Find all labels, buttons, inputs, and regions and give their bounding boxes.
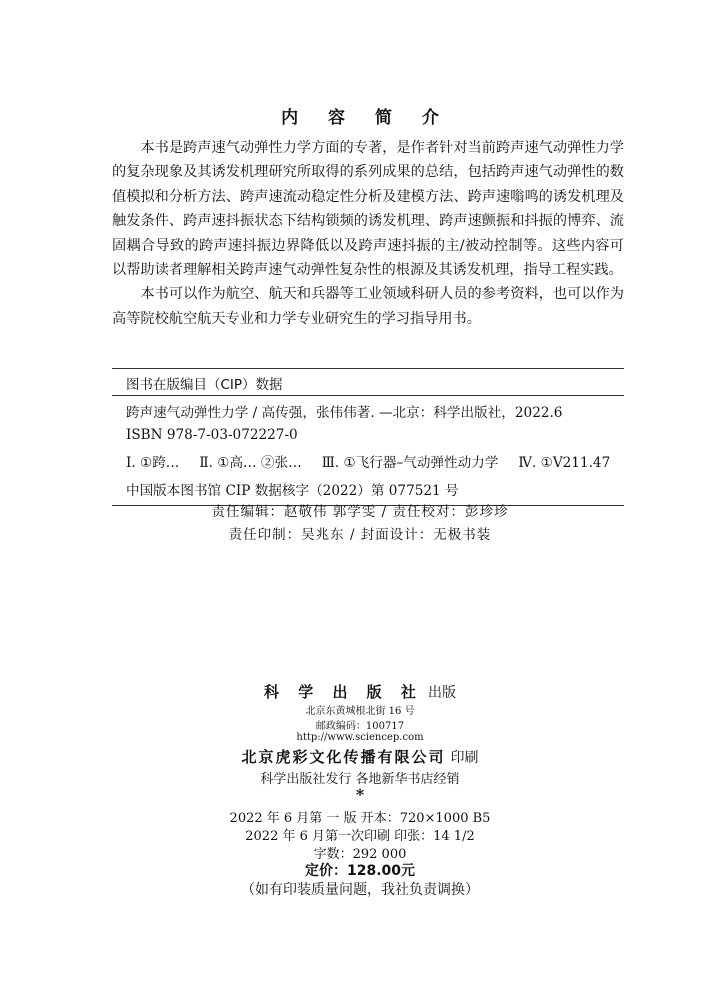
intro-section [112, 136, 624, 331]
publisher-address: 北京东黄城根北街 16 号 [305, 706, 415, 717]
cip-record: 跨声速气动弹性力学 / 高传强，张伟伟著. —北京：科学出版社，2022.6 [126, 405, 563, 421]
cip-class-4: Ⅳ. ①V211.47 [518, 455, 611, 471]
price-line: 定价：128.00元 [304, 863, 416, 879]
staff-line-1: 责任编辑：赵敬伟 郭学雯 / 责任校对：彭珍珍 [211, 504, 509, 520]
printer-suffix: 印刷 [450, 750, 479, 766]
page-title: 内 容 简 介 [281, 108, 451, 128]
cip-isbn: ISBN 978-7-03-072227-0 [126, 427, 298, 443]
separator-star: * [355, 785, 365, 804]
intro-paragraph-1: 本书是跨声速气动弹性力学方面的专著，是作者针对当前跨声速气动弹性力学的复杂现象及其诱发机理研究所取得的系列成果的总结，包括跨声速气动弹性的数值模拟和分析方法、跨声速流动稳定性分析及建模方法、跨声速嗡鸣的诱发机理及触发条件、跨声速抖振状态下结构锁频的诱发机理、跨声速颤振和抖振的博弈、流固耦合导致的跨声速抖振边界降低以及跨声速抖振的主/被动控制等。这些内容可以帮助读者理解相关跨声速气动弹性复杂性的根源及其诱发机理，指导工程实践。 [112, 140, 624, 279]
distribution-line: 科学出版社发行 各地新华书店经销 [260, 772, 460, 787]
cip-classification [112, 452, 624, 474]
publisher-name: 科 学 出 版 社 [264, 683, 423, 701]
publisher-line [0, 681, 720, 702]
edition-line: 2022 年 6 月第 一 版 开本：720×1000 B5 [229, 811, 491, 826]
printer-name: 北京虎彩文化传播有限公司 [241, 748, 446, 766]
cip-class-3: Ⅲ. ①飞行器–气动弹性动力学 [321, 455, 499, 471]
cip-heading: 图书在版编目（CIP）数据 [126, 377, 283, 393]
printer-line [0, 746, 720, 767]
printing-line: 2022 年 6 月第一次印刷 印张：14 1/2 [245, 829, 475, 844]
wordcount-line: 字数：292 000 [313, 847, 407, 862]
quality-note: （如有印装质量问题，我社负责调换） [241, 882, 479, 898]
cip-class-1: Ⅰ. ①跨… [126, 455, 180, 471]
cip-verify: 中国版本图书馆 CIP 数据核字（2022）第 077521 号 [126, 483, 459, 499]
publisher-url: http://www.sciencep.com [296, 732, 424, 743]
staff-line-2: 责任印制：吴兆东 / 封面设计：无极书装 [228, 527, 492, 543]
publisher-suffix: 出版 [427, 685, 456, 701]
publisher-postcode: 邮政编码：100717 [315, 721, 405, 732]
cip-class-2: Ⅱ. ①高… ②张… [199, 455, 302, 471]
cip-block [112, 368, 624, 506]
intro-paragraph-2: 本书可以作为航空、航天和兵器等工业领域科研人员的参考资料，也可以作为高等院校航空航天专业和力学专业研究生的学习指导用书。 [112, 286, 624, 327]
